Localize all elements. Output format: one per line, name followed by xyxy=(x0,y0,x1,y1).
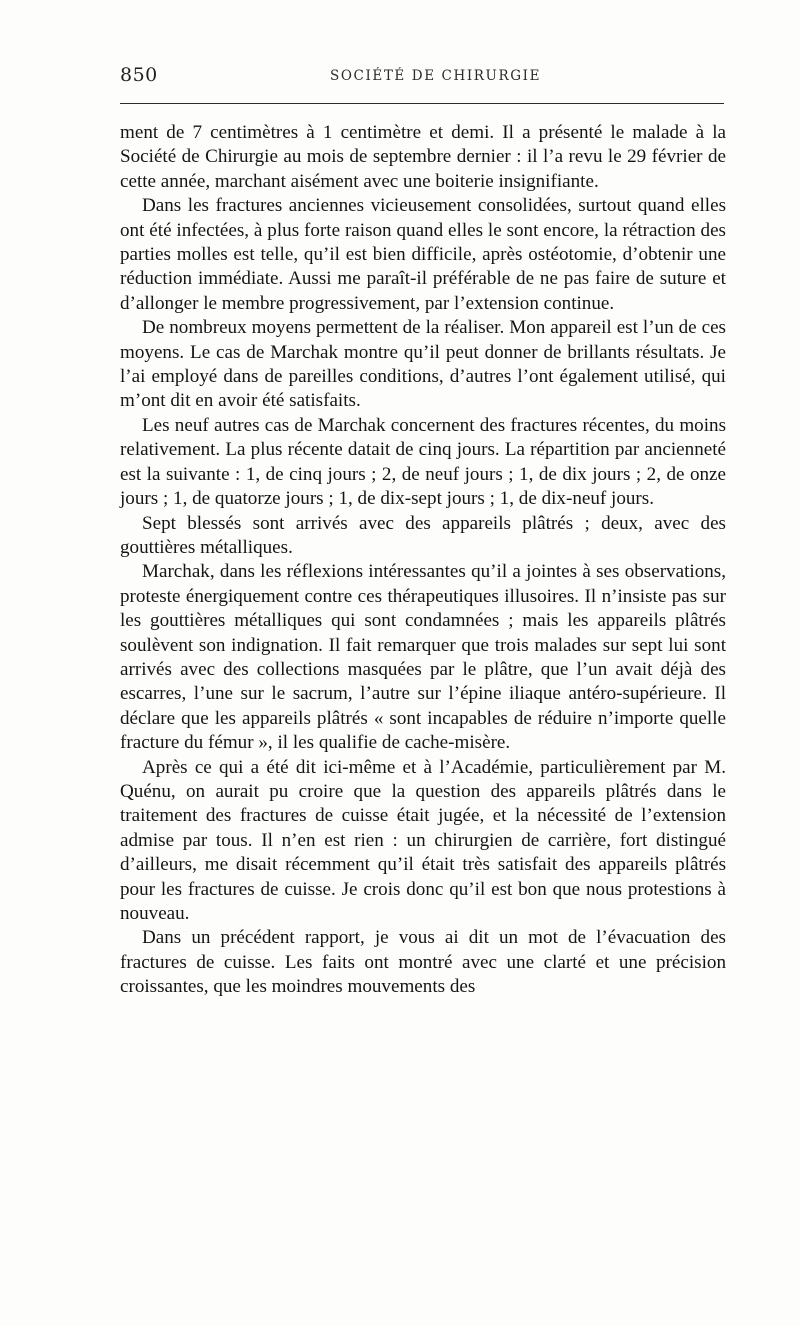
paragraph-nine-cases: Les neuf autres cas de Marchak concernent des fractures récentes, du moins relativement. La plus récente datait de cinq jours. La répartition par ancienneté est la suivante : 1, de cinq jours ; 2, de neuf jours ; 1, de dix jours ; 2, de onze jours ; 1, de quatorze jours ; 1, de dix-sept jours ; 1, de dix-neuf jours. xyxy=(120,414,726,510)
paragraph-means: De nombreux moyens permettent de la réaliser. Mon appareil est l’un de ces moyens. Le cas de Marchak montre qu’il peut donner de brillants résultats. Je l’ai employé dans de pareilles conditions, d’autres l’ont également utilisé, qui m’ont dit en avoir été satisfaits. xyxy=(120,317,726,412)
body-text xyxy=(120,121,726,1000)
paragraph-old-fractures: Dans les fractures anciennes vicieusement consolidées, surtout quand elles ont été infectées, à plus forte raison quand elles le sont encore, la rétraction des parties molles est telle, qu’il est bien difficile, après ostéotomie, d’obtenir une réduction immédiate. Aussi me paraît-il préférable de ne pas faire de suture et d’allonger le membre progressivement, par l’extension continue. xyxy=(120,195,726,314)
paragraph-evacuation: Dans un précédent rapport, je vous ai dit un mot de l’évacuation des fractures de cuisse. Les faits ont montré avec une clarté et une précision croissantes, que les moindres mouvements des xyxy=(120,927,726,998)
page-number: 850 xyxy=(120,64,158,86)
paragraph-seven-wounded: Sept blessés sont arrivés avec des appareils plâtrés ; deux, avec des gouttières métalliques. xyxy=(120,512,726,558)
paragraph-academy: Après ce qui a été dit ici-même et à l’Académie, particulièrement par M. Quénu, on aurait pu croire que la question des appareils plâtrés dans le traitement des fractures de cuisse était jugée, et la nécessité de l’extension admise par tous. Il n’en est rien : un chirurgien de carrière, fort distingué d’ailleurs, me disait récemment qu’il était très satisfait des appareils plâtrés pour les fractures de cuisse. Je crois donc qu’il est bon que nous protestions à nouveau. xyxy=(120,756,726,924)
paragraph-marchak-reflections: Marchak, dans les réflexions intéressantes qu’il a jointes à ses observations, proteste énergiquement contre ces thérapeutiques illusoires. Il n’insiste pas sur les gouttières métalliques qui sont condamnées ; mais les appareils plâtrés soulèvent son indignation. Il fait remarquer que trois malades sur sept lui sont arrivés avec des collections masquées par le plâtre, que l’un avait déjà des escarres, l’une sur le sacrum, l’autre sur l’épine iliaque antéro-supérieure. Il déclare que les appareils plâtrés « sont incapables de réduire n’importe quelle fracture du fémur », il les qualifie de cache-misère. xyxy=(120,561,726,754)
paragraph-continued: ment de 7 centimètres à 1 centimètre et demi. Il a présenté le malade à la Société de Chirurgie au mois de septembre dernier : il l’a revu le 29 février de cette année, marchant aisément avec une boiterie insignifiante. xyxy=(120,122,726,192)
header-rule xyxy=(120,103,724,104)
running-title: SOCIÉTÉ DE CHIRURGIE xyxy=(330,68,542,84)
running-head xyxy=(120,64,724,92)
